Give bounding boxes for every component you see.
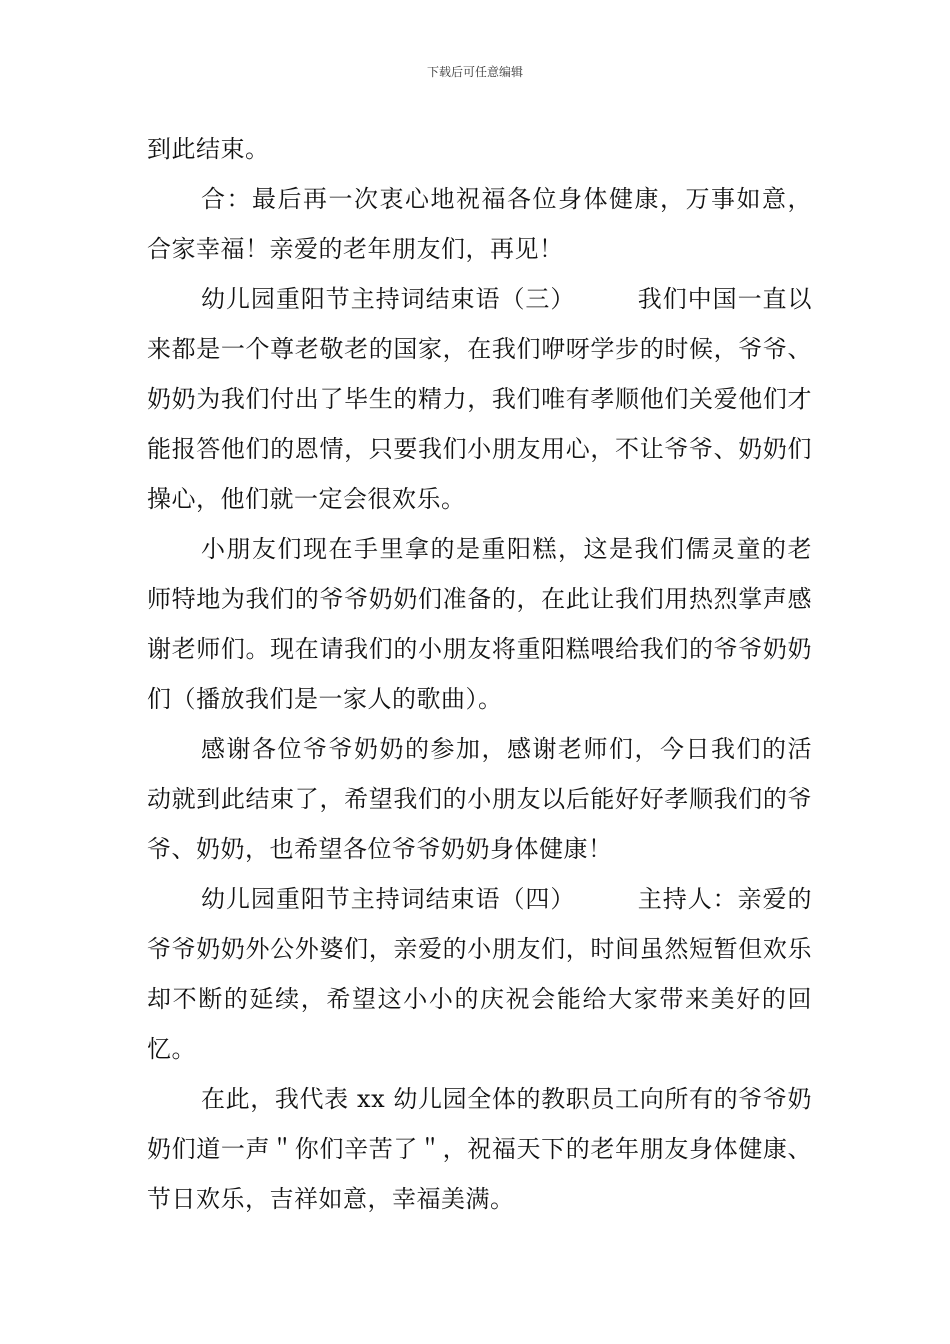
paragraph-thanks: 感谢各位爷爷奶奶的参加，感谢老师们，今日我们的活动就到此结束了，希望我们的小朋友以后能好好孝顺我们的爷爷、奶奶，也希望各位爷爷奶奶身体健康！ <box>147 735 812 863</box>
paragraph-final-greeting: 在此，我代表 xx 幼儿园全体的教职员工向所有的爷爷奶奶们道一声＂你们辛苦了＂，祝福天下的老年朋友身体健康、节日欢乐，吉祥如意，幸福美满。 <box>147 1085 812 1213</box>
paragraph-chongyang-cake: 小朋友们现在手里拿的是重阳糕，这是我们儒灵童的老师特地为我们的爷爷奶奶们准备的，在此让我们用热烈掌声感谢老师们。现在请我们的小朋友将重阳糕喂给我们的爷爷奶奶们（播放我们是一家人的歌曲）。 <box>147 535 812 713</box>
paragraph-section-four <box>147 874 812 1074</box>
section-title-three: 幼儿园重阳节主持词结束语（三） <box>201 285 576 313</box>
paragraph-continuation: 到此结束。 <box>147 135 270 163</box>
page-header-note: 下载后可任意编辑 <box>426 65 523 79</box>
section-four-text: 主持人：亲爱的爷爷奶奶外公外婆们，亲爱的小朋友们，时间虽然短暂但欢乐却不断的延续，希望这小小的庆祝会能给大家带来美好的回忆。 <box>147 885 813 1063</box>
paragraph-section-three <box>147 274 812 524</box>
section-three-text: 我们中国一直以来都是一个尊老敬老的国家，在我们咿呀学步的时候，爷爷、奶奶为我们付出了毕生的精力，我们唯有孝顺他们关爱他们才能报答他们的恩情，只要我们小朋友用心，不让爷爷、奶奶们操心，他们就一定会很欢乐。 <box>147 285 813 513</box>
document-body <box>147 124 812 1224</box>
section-title-four: 幼儿园重阳节主持词结束语（四） <box>201 885 576 913</box>
paragraph-closing-wish: 合：最后再一次衷心地祝福各位身体健康，万事如意，合家幸福！亲爱的老年朋友们，再见！ <box>147 185 812 263</box>
